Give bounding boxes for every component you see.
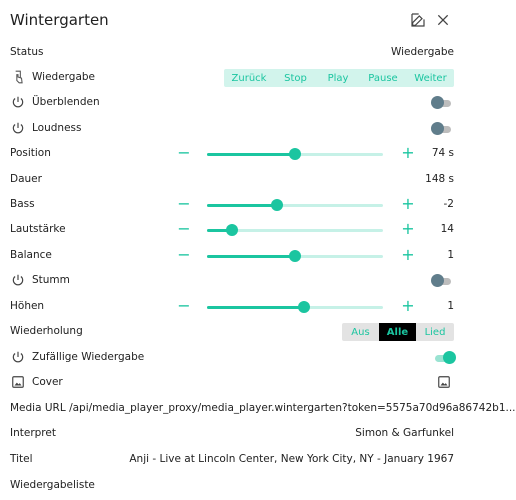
position-decrease-button[interactable]: −: [177, 143, 191, 162]
playlist-row: [0, 474, 468, 498]
position-label: Position: [10, 147, 51, 159]
pause-button[interactable]: Pause: [368, 72, 398, 84]
treble-row: [0, 295, 468, 319]
status-row: [0, 41, 468, 65]
crossfade-toggle[interactable]: [433, 97, 453, 109]
position-row: [0, 142, 468, 166]
cover-label: Cover: [32, 376, 63, 388]
shuffle-row: [0, 346, 468, 370]
balance-slider-thumb[interactable]: [289, 250, 301, 262]
duration-value: 148 s: [425, 173, 454, 185]
playlist-label: Wiedergabeliste: [10, 479, 95, 491]
media-url-label: Media URL: [10, 402, 66, 414]
stop-button[interactable]: Stop: [284, 72, 307, 84]
duration-label: Dauer: [10, 173, 42, 185]
artist-value: Simon & Garfunkel: [355, 427, 454, 439]
bass-label: Bass: [10, 198, 35, 210]
repeat-selector: [342, 323, 454, 341]
image-icon: [11, 375, 25, 389]
bass-decrease-button[interactable]: −: [177, 194, 191, 213]
balance-label: Balance: [10, 249, 52, 261]
power-icon: [11, 95, 25, 109]
edit-icon[interactable]: [408, 10, 428, 30]
repeat-option-off[interactable]: Aus: [351, 326, 370, 338]
loudness-toggle[interactable]: [433, 123, 453, 135]
repeat-option-all[interactable]: Alle: [379, 323, 416, 341]
treble-slider[interactable]: [207, 306, 383, 309]
volume-value: 14: [440, 223, 454, 235]
volume-slider[interactable]: [207, 229, 383, 232]
power-icon: [11, 273, 25, 287]
play-button[interactable]: Play: [327, 72, 349, 84]
repeat-label: Wiederholung: [10, 325, 83, 337]
artist-row: [0, 422, 468, 446]
image-icon[interactable]: [437, 375, 451, 389]
volume-decrease-button[interactable]: −: [177, 219, 191, 238]
close-icon[interactable]: [433, 10, 453, 30]
dialog-title: Wintergarten: [10, 11, 109, 29]
position-increase-button[interactable]: +: [401, 143, 415, 162]
loudness-row: [0, 117, 468, 141]
balance-slider[interactable]: [207, 255, 383, 258]
power-icon: [11, 121, 25, 135]
mute-row: [0, 269, 468, 293]
treble-slider-thumb[interactable]: [298, 301, 310, 313]
prev-button[interactable]: Zurück: [231, 72, 267, 84]
artist-label: Interpret: [10, 427, 56, 439]
crossfade-label: Überblenden: [32, 96, 100, 108]
shuffle-label: Zufällige Wiedergabe: [32, 351, 145, 363]
playback-row: [0, 66, 468, 90]
bass-row: [0, 193, 468, 217]
power-icon: [11, 350, 25, 364]
treble-increase-button[interactable]: +: [401, 296, 415, 315]
crossfade-row: [0, 91, 468, 115]
balance-increase-button[interactable]: +: [401, 245, 415, 264]
playback-controls: [224, 69, 454, 87]
bass-slider[interactable]: [207, 204, 383, 207]
position-value: 74 s: [431, 147, 454, 159]
volume-label: Lautstärke: [10, 223, 66, 235]
balance-decrease-button[interactable]: −: [177, 245, 191, 264]
track-title-value: Anji - Live at Lincoln Center, New York City, NY - January 1967: [129, 453, 454, 465]
title-row: [0, 448, 468, 472]
treble-label: Höhen: [10, 300, 45, 312]
mute-label: Stumm: [32, 274, 70, 286]
repeat-row: [0, 320, 468, 344]
dialog-header: [0, 0, 468, 40]
balance-value: 1: [447, 249, 454, 261]
cover-row: [0, 371, 468, 395]
media-url-value: /api/media_player_proxy/media_player.wintergarten?token=5575a70d96a86742b1...: [69, 402, 516, 414]
bass-slider-thumb[interactable]: [271, 199, 283, 211]
track-title-label: Titel: [10, 453, 33, 465]
playback-label: Wiedergabe: [32, 71, 96, 83]
status-label: Status: [10, 46, 44, 58]
volume-slider-thumb[interactable]: [226, 224, 238, 236]
touch-app-icon: [11, 70, 25, 84]
mute-toggle[interactable]: [433, 275, 453, 287]
bass-value: -2: [443, 198, 454, 210]
next-button[interactable]: Weiter: [414, 72, 447, 84]
status-value: Wiedergabe: [390, 46, 454, 58]
position-slider-thumb[interactable]: [289, 148, 301, 160]
balance-row: [0, 244, 468, 268]
treble-value: 1: [447, 300, 454, 312]
shuffle-toggle[interactable]: [433, 352, 453, 364]
treble-decrease-button[interactable]: −: [177, 296, 191, 315]
media-url-text: [10, 402, 516, 414]
position-slider[interactable]: [207, 153, 383, 156]
loudness-label: Loudness: [32, 122, 82, 134]
duration-row: [0, 168, 468, 192]
bass-increase-button[interactable]: +: [401, 194, 415, 213]
media-url-row: [0, 397, 516, 421]
volume-row: [0, 218, 468, 242]
volume-increase-button[interactable]: +: [401, 219, 415, 238]
repeat-option-one[interactable]: Lied: [424, 326, 446, 338]
